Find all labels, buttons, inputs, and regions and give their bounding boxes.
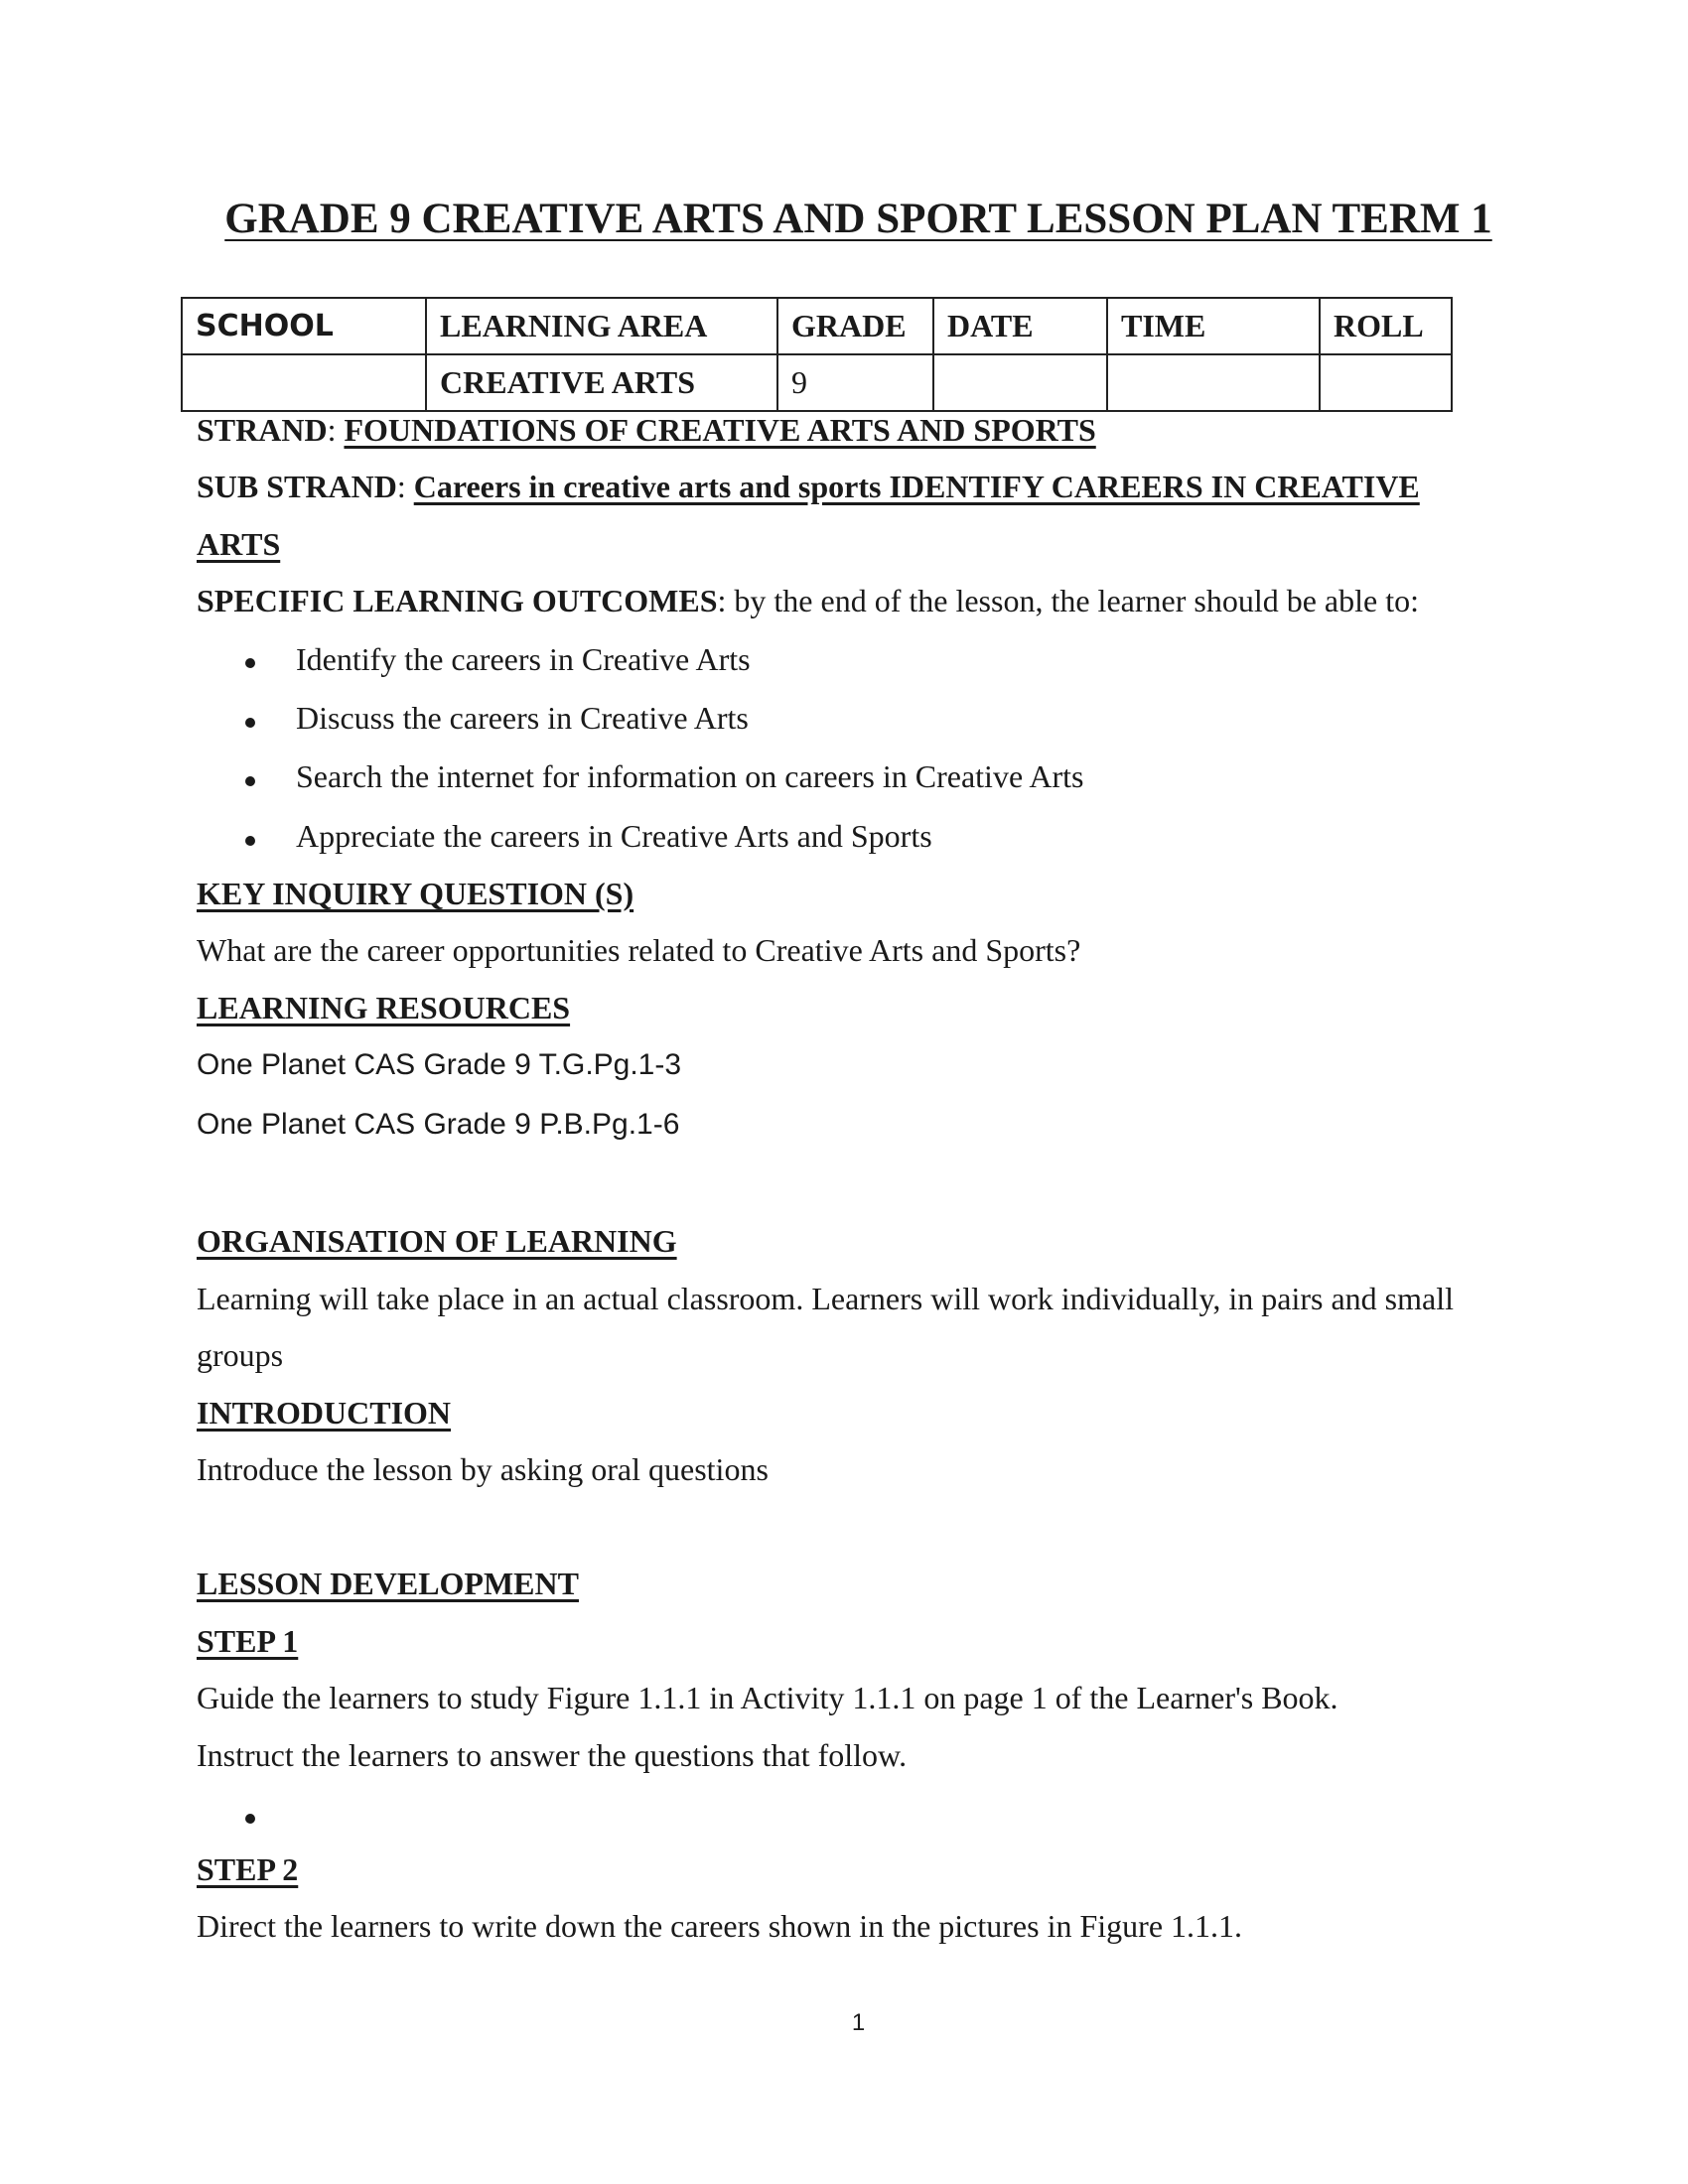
cell-grade: 9	[777, 354, 933, 411]
bullet-icon	[245, 718, 255, 728]
slo-line	[197, 583, 1419, 619]
sub-strand-value-continued: ARTS	[197, 526, 281, 562]
strand-label: STRAND	[197, 412, 328, 448]
introduction-text: Introduce the lesson by asking oral questions	[197, 1451, 769, 1487]
header-roll: ROLL	[1320, 298, 1452, 354]
table-row	[182, 354, 1452, 411]
header-school: SCHOOL	[182, 298, 426, 354]
strand-value: FOUNDATIONS OF CREATIVE ARTS AND SPORTS	[344, 412, 1096, 448]
sub-strand-line: SUB STRAND: Careers in creative arts and sports IDENTIFY CAREERS IN CREATIVE	[197, 469, 1420, 504]
cell-time	[1107, 354, 1320, 411]
slo-item: Discuss the careers in Creative Arts	[296, 700, 749, 736]
slo-item: Appreciate the careers in Creative Arts and Sports	[296, 818, 932, 854]
cell-learning-area: CREATIVE ARTS	[426, 354, 777, 411]
sub-strand-label: SUB STRAND	[197, 469, 397, 504]
header-date: DATE	[933, 298, 1107, 354]
strand-line: STRAND: FOUNDATIONS OF CREATIVE ARTS AND SPORTS	[197, 412, 1096, 448]
page-number: 1	[851, 2009, 866, 2036]
introduction-heading: INTRODUCTION	[197, 1395, 452, 1431]
organisation-text-continued: groups	[197, 1337, 284, 1373]
step1-text-continued: Instruct the learners to answer the questions that follow.	[197, 1737, 908, 1773]
resource-item: One Planet CAS Grade 9 P.B.Pg.1-6	[197, 1108, 680, 1141]
table-header-row	[182, 298, 1452, 354]
bullet-icon	[245, 658, 255, 668]
kiq-text: What are the career opportunities related to Creative Arts and Sports?	[197, 932, 1081, 968]
step2-text: Direct the learners to write down the careers shown in the pictures in Figure 1.1.1.	[197, 1908, 1243, 1944]
step2-heading: STEP 2	[197, 1851, 299, 1887]
bullet-icon	[245, 836, 255, 846]
sub-strand-value: Careers in creative arts and sports IDENTIFY CAREERS IN CREATIVE	[413, 469, 1420, 504]
kiq-heading: KEY INQUIRY QUESTION (S)	[197, 876, 634, 911]
page-title: GRADE 9 CREATIVE ARTS AND SPORT LESSON PLAN TERM 1	[224, 196, 1492, 242]
organisation-heading: ORGANISATION OF LEARNING	[197, 1223, 677, 1259]
organisation-text: Learning will take place in an actual classroom. Learners will work individually, in pairs and small	[197, 1281, 1454, 1316]
resources-heading: LEARNING RESOURCES	[197, 990, 571, 1025]
resource-item: One Planet CAS Grade 9 T.G.Pg.1-3	[197, 1048, 682, 1081]
cell-roll	[1320, 354, 1452, 411]
header-learning-area: LEARNING AREA	[426, 298, 777, 354]
header-time: TIME	[1107, 298, 1320, 354]
slo-item: Search the internet for information on careers in Creative Arts	[296, 758, 1084, 794]
bullet-icon	[245, 1814, 255, 1824]
header-grade: GRADE	[777, 298, 933, 354]
slo-intro: : by the end of the lesson, the learner should be able to:	[717, 583, 1419, 618]
slo-item: Identify the careers in Creative Arts	[296, 641, 751, 677]
cell-school	[182, 354, 426, 411]
step1-heading: STEP 1	[197, 1623, 299, 1659]
bullet-icon	[245, 776, 255, 786]
slo-label: SPECIFIC LEARNING OUTCOMES	[197, 583, 718, 618]
lesson-development-heading: LESSON DEVELOPMENT	[197, 1566, 579, 1601]
step1-text: Guide the learners to study Figure 1.1.1 in Activity 1.1.1 on page 1 of the Learner's Book.	[197, 1680, 1338, 1715]
cell-date	[933, 354, 1107, 411]
lesson-info-table	[181, 297, 1453, 412]
